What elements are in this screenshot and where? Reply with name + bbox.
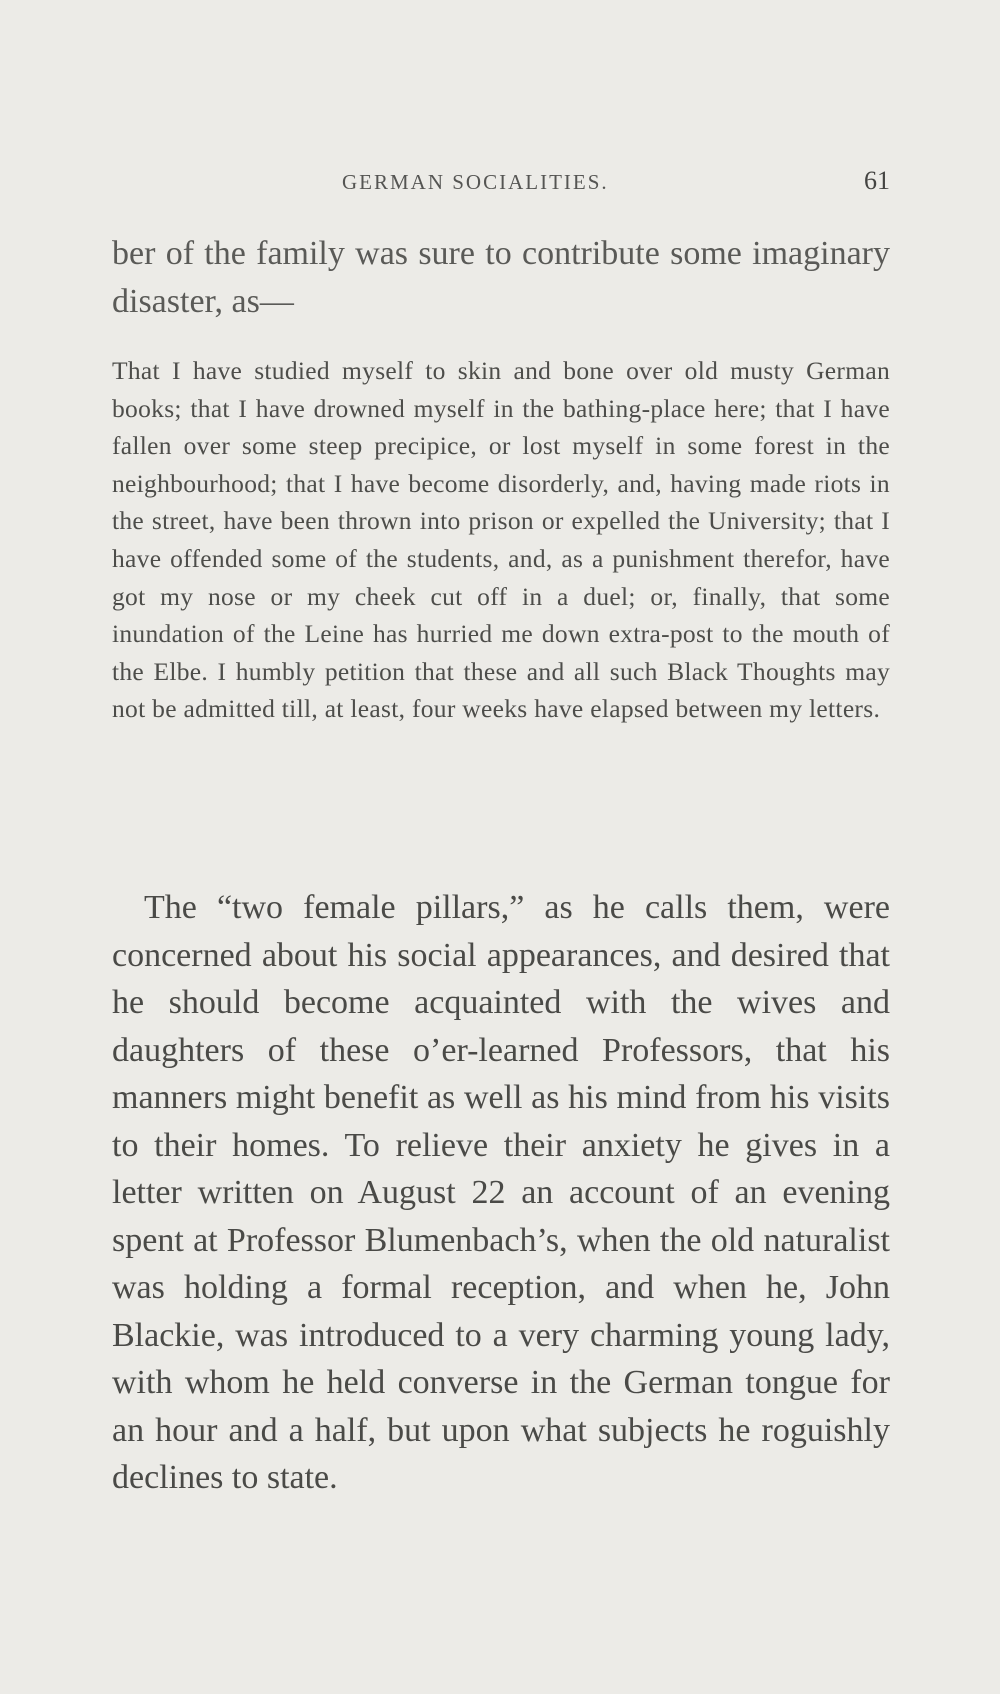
continuation-paragraph: ber of the family was sure to contribute some imaginary disaster, as— xyxy=(112,235,890,320)
body-paragraph: The “two female pillars,” as he calls them, were concerned about his social appearances, and desired that he should become acquainted with the wives and daughters of these o’er-learned Professors, that his manners might benefit as well as his mind from his visits to their homes. To relieve their anxiety he gives in a letter written on August 22 an account of an evening spent at Professor Blumenbach’s, when the old naturalist was holding a formal reception, and when he, John Blackie, was introduced to a very charming young lady, with whom he held converse in the German tongue for an hour and a half, but upon what subjects he roguishly declines to state. xyxy=(112,889,890,1496)
running-head xyxy=(112,166,890,202)
page-number: 61 xyxy=(864,166,890,195)
block-quote: That I have studied myself to skin and bone over old musty German books; that I have drowned myself in the bathing-place here; that I have fallen over some steep precipice, or lost myself in some forest in the neighbourhood; that I have become disorderly, and, having made riots in the street, have been thrown into prison or expelled the University; that I have offended some of the students, and, as a punishment therefor, have got my nose or my cheek cut off in a duel; or, finally, that some inundation of the Leine has hurried me down extra-post to the mouth of the Elbe. I humbly petition that these and all such Black Thoughts may not be admitted till, at least, four weeks have elapsed between my letters. xyxy=(112,356,890,724)
running-title: GERMAN SOCIALITIES. xyxy=(342,170,609,194)
